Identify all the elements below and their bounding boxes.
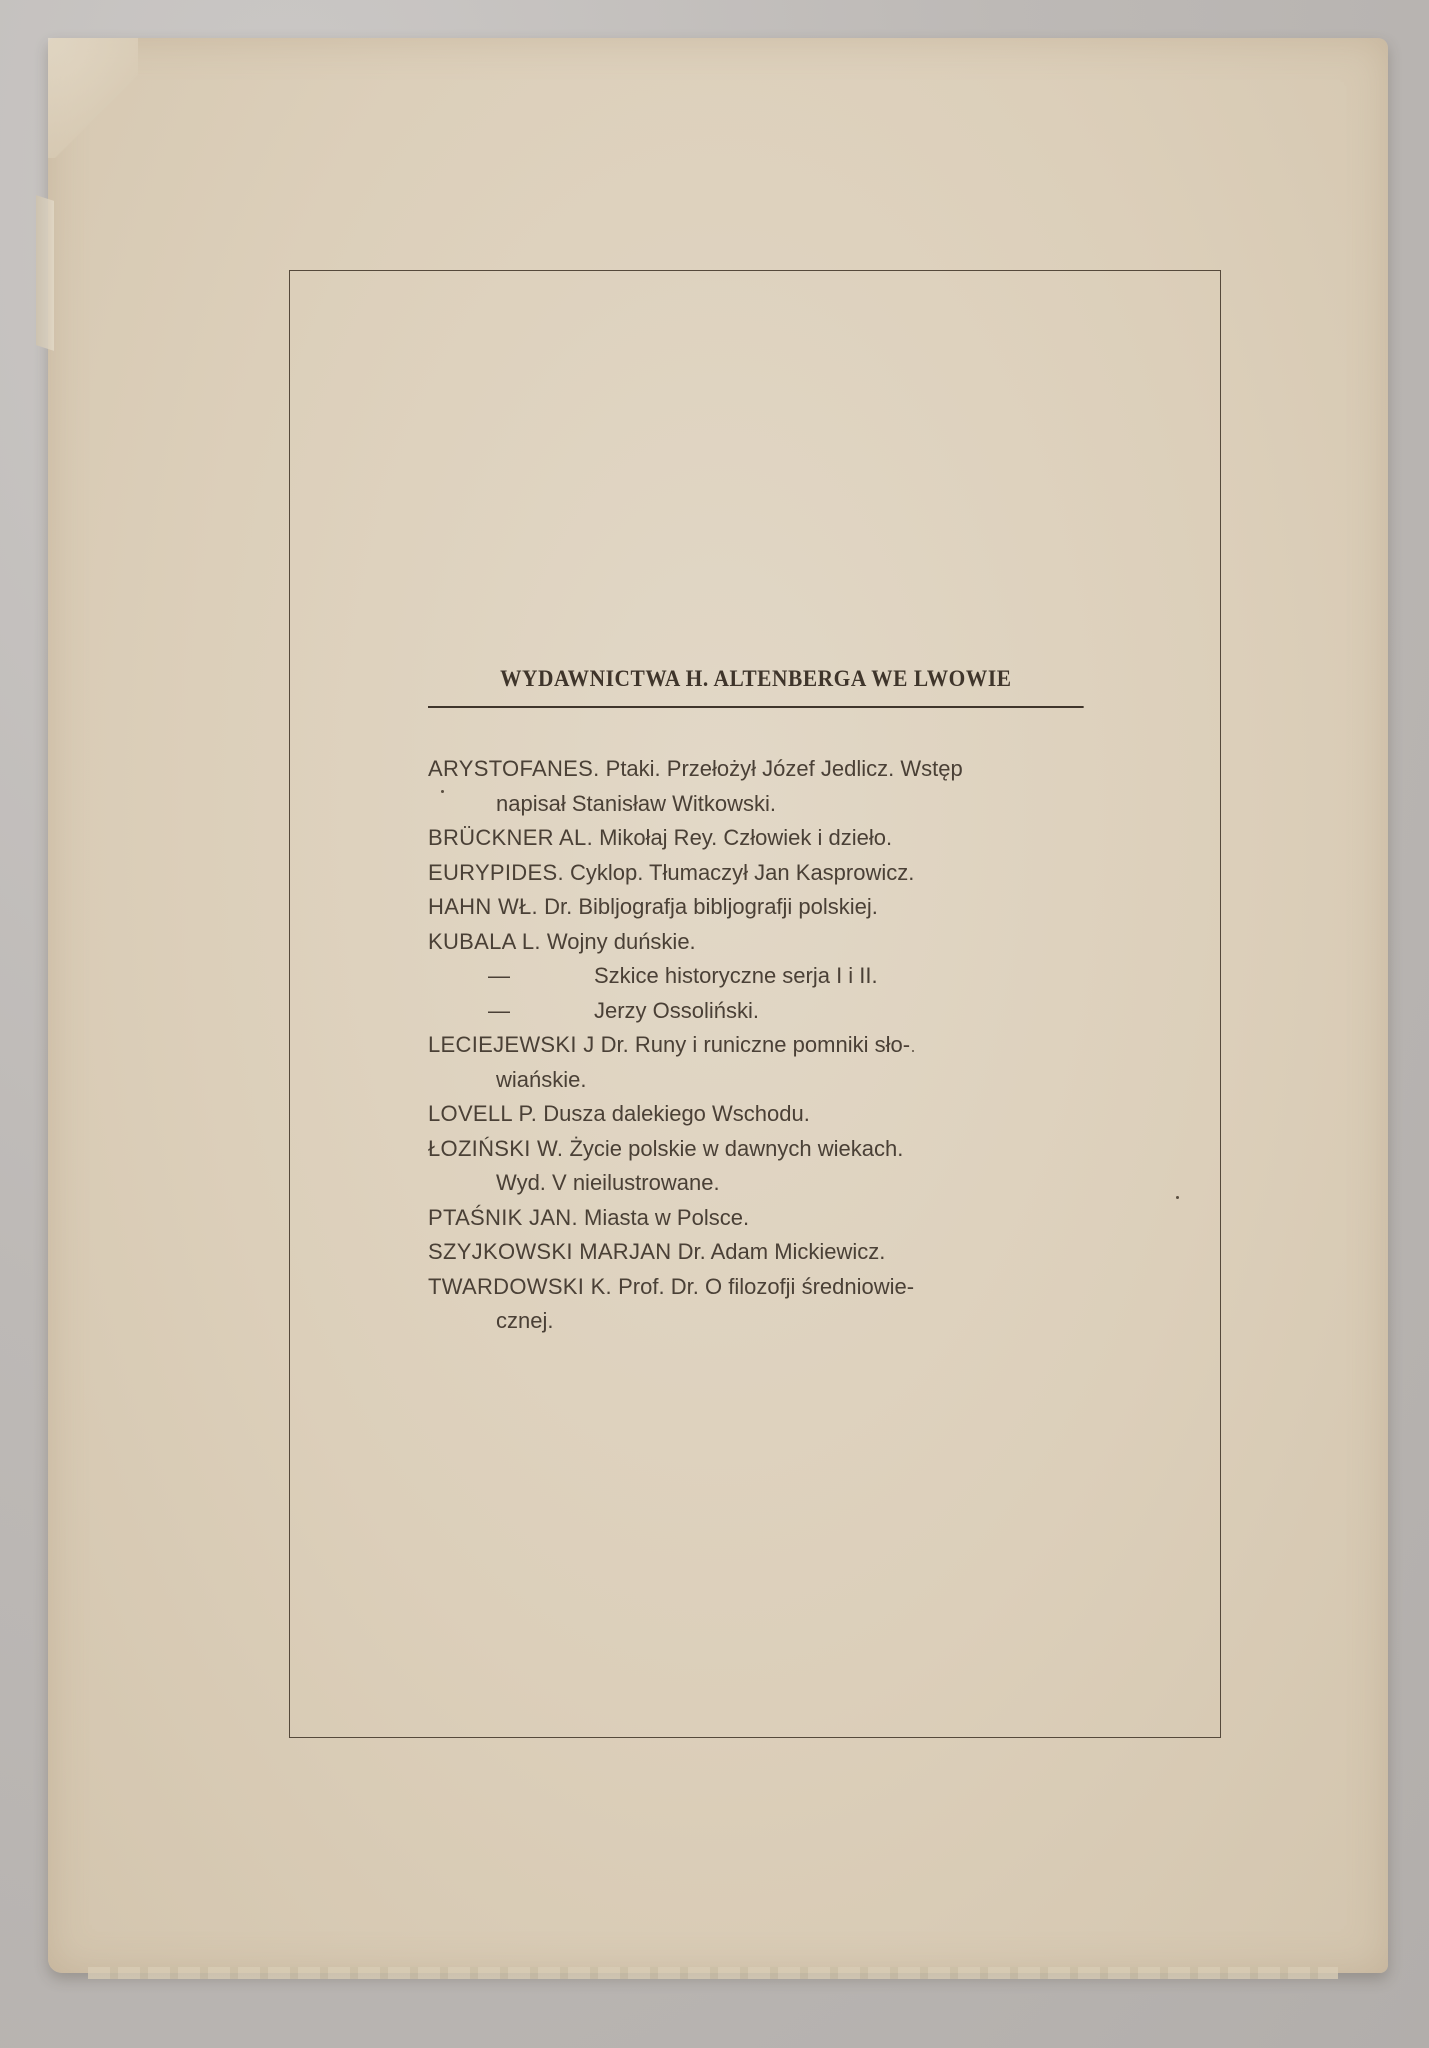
list-item	[428, 1132, 1088, 1201]
publisher-list	[428, 666, 1088, 1355]
entry-word: O	[704, 1273, 723, 1299]
entry-continuation: wiańskie.	[496, 1066, 587, 1092]
list-item	[428, 821, 1088, 856]
list-item	[428, 890, 1088, 925]
entry-author: BRÜCKNER AL.	[428, 825, 593, 850]
list-item	[428, 1270, 1088, 1339]
entry-word: Życie	[569, 1135, 623, 1161]
entry-word: runiczne	[703, 1032, 787, 1057]
entry-first-line	[428, 890, 1088, 925]
list-item	[428, 1097, 1088, 1132]
entry-title: Dr. Adam Mickiewicz.	[677, 1239, 886, 1264]
entry-word: wiekach.	[817, 1135, 904, 1161]
entry-continuation: napisał Stanisław Witkowski.	[496, 790, 776, 816]
entry-title: Dr. Bibljografja bibljografji polskiej.	[544, 894, 878, 919]
entry-title: Wojny duńskie.	[546, 928, 696, 954]
entry-author: LECIEJEWSKI J	[428, 1032, 595, 1057]
entry-word: dawnych	[724, 1135, 812, 1161]
paper-corner-fold	[48, 38, 138, 158]
entry-title: Jerzy Ossoliński.	[594, 997, 760, 1023]
entry-sub-title	[428, 959, 1088, 994]
torn-paper-edge	[36, 195, 54, 351]
entry-word: polskie	[628, 1135, 697, 1161]
entry-word: średniowie-	[801, 1273, 915, 1299]
entry-word: Dr.	[600, 1032, 629, 1057]
titles-list	[428, 752, 1088, 1339]
entry-title: Mikołaj Rey. Człowiek i dzieło.	[599, 825, 893, 850]
ditto-dash: —	[488, 963, 510, 988]
list-item	[428, 1201, 1088, 1236]
entry-continuation: cznej.	[496, 1308, 554, 1333]
entry-first-line	[428, 925, 1088, 960]
entry-author: KUBALA L.	[428, 928, 541, 954]
list-item	[428, 856, 1088, 891]
list-item	[428, 925, 1088, 1029]
ink-speck	[1176, 1196, 1179, 1199]
entry-author: SZYJKOWSKI MARJAN	[428, 1239, 672, 1264]
entry-word: w	[702, 1135, 719, 1161]
entry-continuation: Wyd. V nieilustrowane.	[496, 1170, 720, 1195]
list-item	[428, 1235, 1088, 1270]
entry-first-line	[428, 752, 1088, 787]
entry-author: ARYSTOFANES.	[428, 756, 600, 781]
entry-word: Józef	[762, 756, 815, 781]
entry-first-line	[428, 1132, 1088, 1167]
entry-title: Szkice historyczne serja I i II.	[594, 963, 878, 988]
entry-author: EURYPIDES.	[428, 859, 564, 885]
entry-author: LOVELL P.	[428, 1101, 538, 1126]
entry-first-line	[428, 821, 1088, 856]
entry-word: Runy	[634, 1032, 687, 1057]
list-item	[428, 752, 1088, 821]
entry-title: Miasta w Polsce.	[584, 1204, 750, 1230]
list-item	[428, 1028, 1088, 1097]
entry-word: Wstęp	[900, 756, 963, 781]
publisher-heading: WYDAWNICTWA H. ALTENBERGA WE LWOWIE	[428, 666, 1084, 708]
entry-first-line	[428, 1235, 1088, 1270]
entry-word: Jedlicz.	[820, 756, 895, 781]
entry-word: Prof.	[618, 1273, 665, 1299]
entry-author: TWARDOWSKI K.	[428, 1273, 612, 1299]
entry-first-line	[428, 1097, 1088, 1132]
entry-author: ŁOZIŃSKI W.	[428, 1135, 564, 1161]
entry-title: Dusza dalekiego Wschodu.	[543, 1101, 810, 1126]
entry-word: sło-	[874, 1032, 911, 1057]
entry-first-line	[428, 856, 1088, 891]
entry-word: i	[692, 1032, 698, 1057]
entry-word: Dr.	[670, 1273, 699, 1299]
entry-word: Przełożył	[666, 756, 757, 781]
entry-word: filozofji	[728, 1273, 796, 1299]
entry-word: pomniki	[792, 1032, 869, 1057]
entry-author: HAHN WŁ.	[428, 894, 538, 919]
entry-first-line	[428, 1028, 1088, 1063]
entry-author: PTAŚNIK JAN.	[428, 1204, 578, 1230]
entry-title: Cyklop. Tłumaczył Jan Kasprowicz.	[569, 859, 915, 885]
entry-word: Ptaki.	[605, 756, 661, 781]
worn-bottom-edge	[88, 1967, 1338, 1979]
entry-sub-title	[428, 994, 1088, 1029]
entry-first-line	[428, 1201, 1088, 1236]
entry-first-line	[428, 1270, 1088, 1305]
ditto-dash: —	[488, 997, 510, 1023]
